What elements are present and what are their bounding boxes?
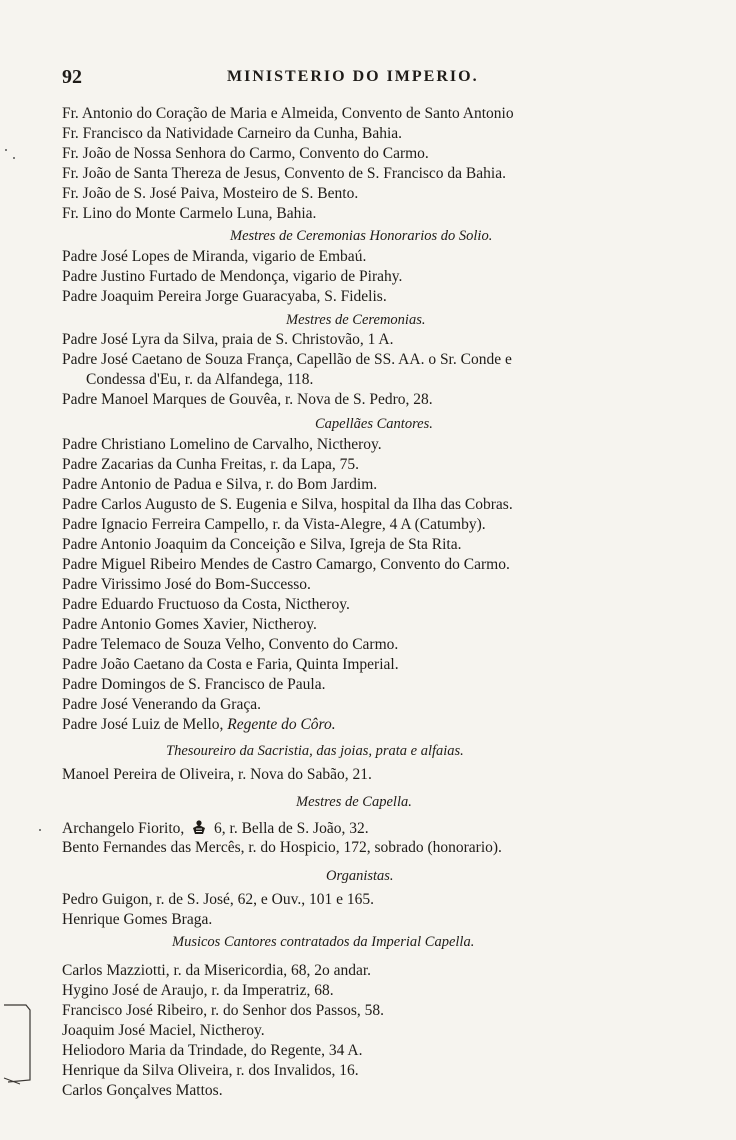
entry-role: Regente do Côro.: [227, 716, 336, 733]
section-heading-chapel-masters: Mestres de Capella.: [296, 794, 412, 810]
list-entry: Padre José Venerando da Graça.: [62, 696, 261, 713]
page-number: 92: [62, 66, 82, 88]
section-heading-organists: Organistas.: [326, 868, 394, 884]
friar-entry: Fr. Antonio do Coração de Maria e Almeida, Convento de Santo Antonio: [62, 105, 514, 122]
list-entry: Padre Manoel Marques de Gouvêa, r. Nova de S. Pedro, 28.: [62, 391, 433, 408]
section-heading-singers: Musicos Cantores contratados da Imperial Capella.: [172, 934, 475, 950]
list-entry: Padre Joaquim Pereira Jorge Guaracyaba, S. Fidelis.: [62, 288, 387, 305]
friar-entry: Fr. João de Nossa Senhora do Carmo, Convento do Carmo.: [62, 145, 429, 162]
list-entry: Padre Telemaco de Souza Velho, Convento do Carmo.: [62, 636, 399, 653]
friar-entry: Fr. João de Santa Thereza de Jesus, Convento de S. Francisco da Bahia.: [62, 165, 506, 182]
entry-text-after: 6, r. Bella de S. João, 32.: [214, 820, 369, 837]
list-entry: Padre Antonio Joaquim da Conceição e Silva, Igreja de Sta Rita.: [62, 536, 462, 553]
entry-text-before: Archangelo Fiorito,: [62, 820, 185, 837]
section-heading-chaplains: Capellães Cantores.: [315, 416, 433, 432]
section-heading-masters: Mestres de Ceremonias.: [286, 312, 426, 328]
section-heading-honorary-masters: Mestres de Ceremonias Honorarios do Solio.: [230, 228, 493, 244]
scan-speck: [5, 149, 7, 151]
list-entry: Padre João Caetano da Costa e Faria, Quinta Imperial.: [62, 656, 399, 673]
running-title: MINISTERIO DO IMPERIO.: [227, 68, 479, 85]
list-entry: Padre Antonio Gomes Xavier, Nictheroy.: [62, 616, 317, 633]
list-entry: Padre Eduardo Fructuoso da Costa, Nictheroy.: [62, 596, 350, 613]
friar-entry: Fr. João de S. José Paiva, Mosteiro de S. Bento.: [62, 185, 359, 202]
list-entry: Padre Virissimo José do Bom-Successo.: [62, 576, 311, 593]
list-entry: Carlos Gonçalves Mattos.: [62, 1082, 223, 1099]
list-entry-continuation: Condessa d'Eu, r. da Alfandega, 118.: [86, 371, 314, 388]
scan-speck: [39, 829, 41, 831]
list-entry: Heliodoro Maria da Trindade, do Regente, 34 A.: [62, 1042, 363, 1059]
list-entry: Pedro Guigon, r. de S. José, 62, e Ouv., 101 e 165.: [62, 891, 374, 908]
entry-name: Padre José Luiz de Mello,: [62, 716, 224, 733]
list-entry: Joaquim José Maciel, Nictheroy.: [62, 1022, 265, 1039]
list-entry: Manoel Pereira de Oliveira, r. Nova do Sabão, 21.: [62, 766, 372, 783]
list-entry: Padre Miguel Ribeiro Mendes de Castro Camargo, Convento do Carmo.: [62, 556, 510, 573]
list-entry: Padre Zacarias da Cunha Freitas, r. da Lapa, 75.: [62, 456, 359, 473]
list-entry: Padre José Lyra da Silva, praia de S. Christovão, 1 A.: [62, 331, 394, 348]
list-entry: Hygino José de Araujo, r. da Imperatriz, 68.: [62, 982, 334, 999]
list-entry: Carlos Mazziotti, r. da Misericordia, 68, 2o andar.: [62, 962, 372, 979]
list-entry: Padre José Lopes de Miranda, vigario de Embaú.: [62, 248, 367, 265]
section-heading-treasurer: Thesoureiro da Sacristia, das joias, prata e alfaias.: [166, 743, 464, 759]
list-entry: Henrique Gomes Braga.: [62, 911, 213, 928]
friar-entry: Fr. Lino do Monte Carmelo Luna, Bahia.: [62, 205, 317, 222]
scan-edge-mark: [4, 1005, 30, 1082]
list-entry: Padre Christiano Lomelino de Carvalho, Nictheroy.: [62, 436, 382, 453]
list-entry: Padre Antonio de Padua e Silva, r. do Bom Jardim.: [62, 476, 378, 493]
list-entry: Padre Domingos de S. Francisco de Paula.: [62, 676, 326, 693]
list-entry: Francisco José Ribeiro, r. do Senhor dos Passos, 58.: [62, 1002, 385, 1019]
list-entry: Padre Justino Furtado de Mendonça, vigario de Pirahy.: [62, 268, 403, 285]
list-entry: Henrique da Silva Oliveira, r. dos Invalidos, 16.: [62, 1062, 359, 1079]
friar-entry: Fr. Francisco da Natividade Carneiro da Cunha, Bahia.: [62, 125, 403, 142]
list-entry: Bento Fernandes das Mercês, r. do Hospicio, 172, sobrado (honorario).: [62, 839, 502, 856]
scan-speck: [13, 157, 15, 159]
list-entry: Padre Carlos Augusto de S. Eugenia e Silva, hospital da Ilha das Cobras.: [62, 496, 513, 513]
list-entry: Padre José Caetano de Souza França, Capellão de SS. AA. o Sr. Conde e: [62, 351, 512, 368]
list-entry: Padre Ignacio Ferreira Campello, r. da Vista-Alegre, 4 A (Catumby).: [62, 516, 486, 533]
